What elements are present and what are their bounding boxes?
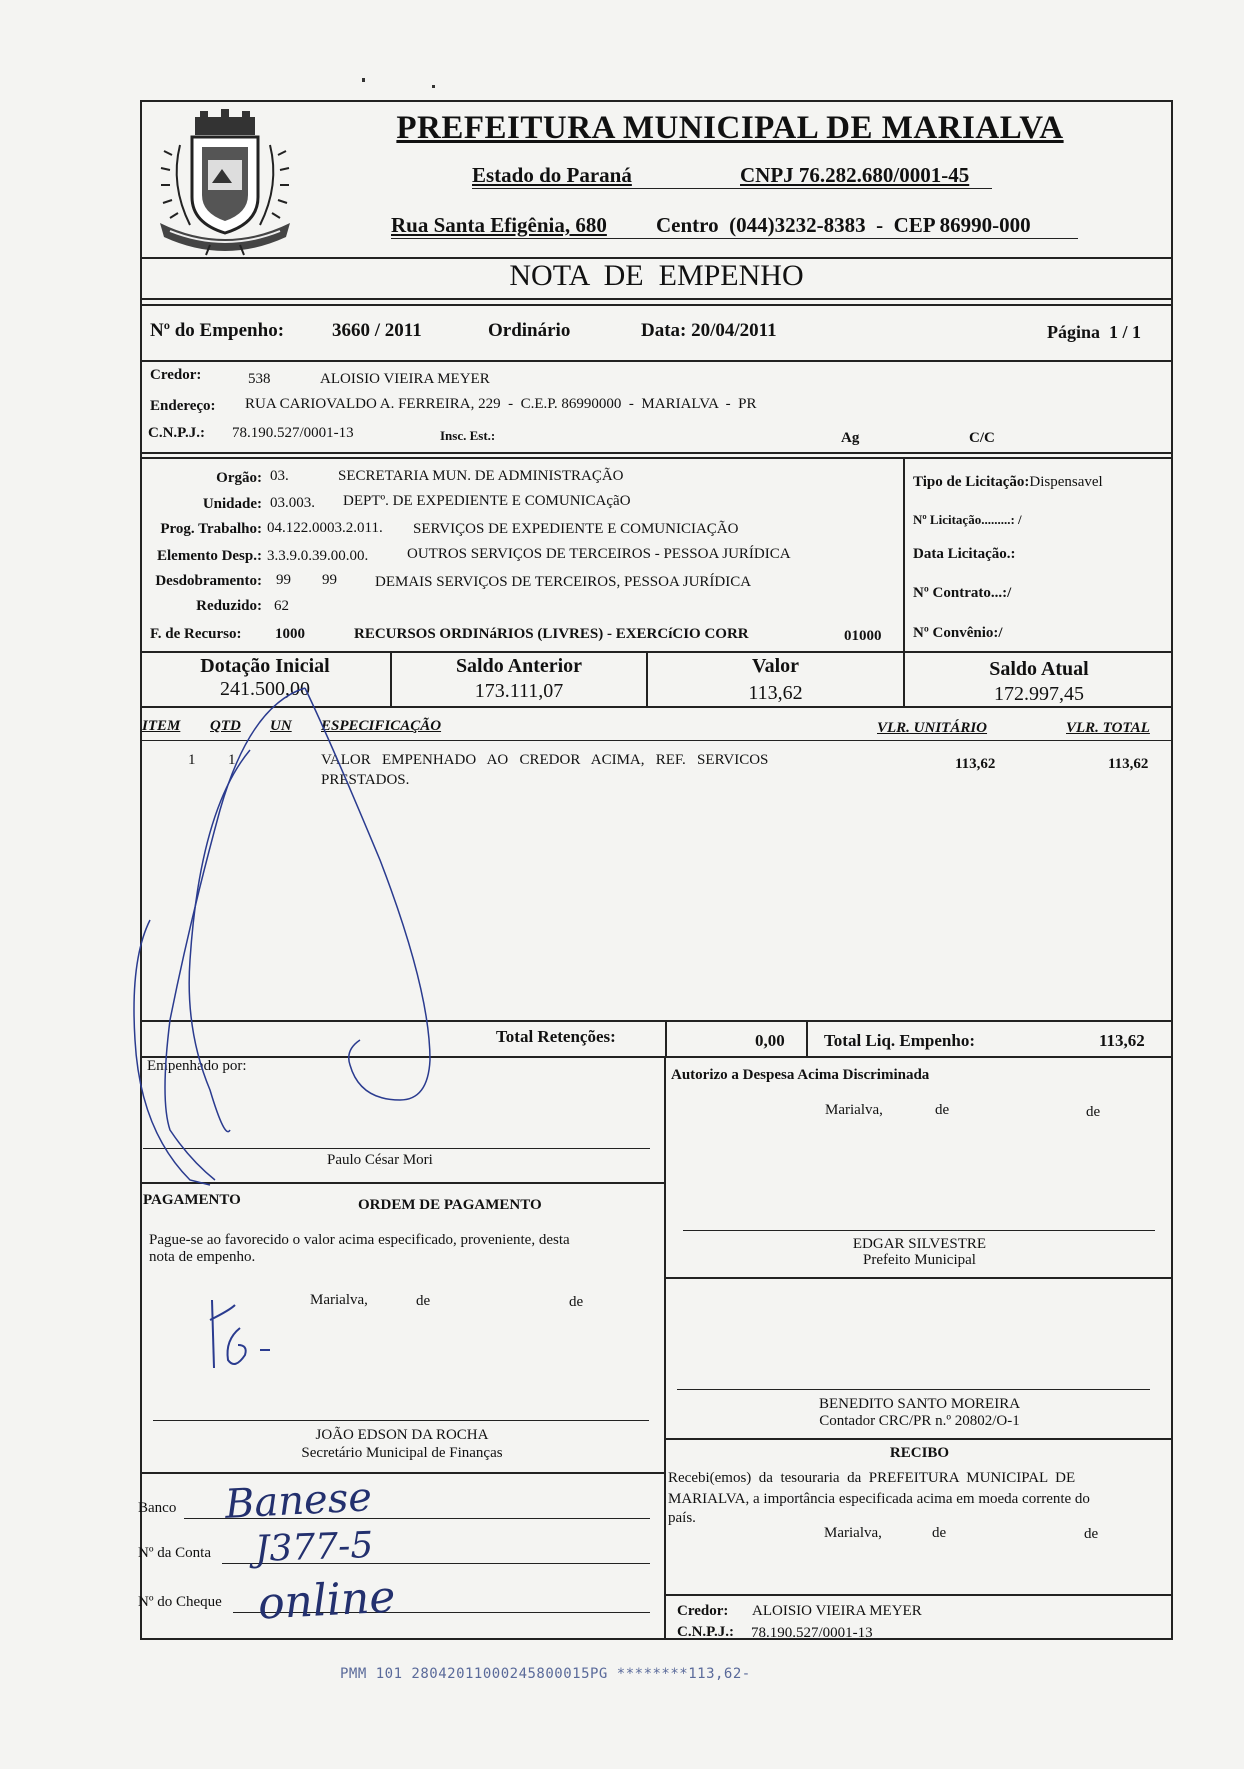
pagamento-de-1: de bbox=[416, 1293, 431, 1309]
recibo-place: Marialva, bbox=[824, 1525, 882, 1541]
orgao-code: 03. bbox=[270, 468, 289, 484]
recibo-credor-label: Credor: bbox=[677, 1603, 729, 1619]
reduzido-label: Reduzido: bbox=[196, 598, 262, 614]
item-unit-value: 113,62 bbox=[955, 756, 996, 772]
recibo-label: RECIBO bbox=[889, 1445, 950, 1461]
cnpj-label: CNPJ 76.282.680/0001-45 bbox=[740, 163, 970, 187]
empenho-number-label: Nº do Empenho: bbox=[150, 320, 285, 341]
cc-label: C/C bbox=[969, 430, 995, 446]
total-liquido-label: Total Liq. Empenho: bbox=[824, 1031, 975, 1050]
licitacao-number: Nº Licitação.........: / bbox=[913, 512, 1022, 527]
convenio-number: Nº Convênio:/ bbox=[913, 625, 1003, 641]
orgao-name: SECRETARIA MUN. DE ADMINISTRAÇÃO bbox=[338, 468, 624, 484]
footer-stamp: PMM 101 28042011000245800015PG ********113,62- bbox=[340, 1666, 751, 1682]
desdobramento-name: DEMAIS SERVIÇOS DE TERCEIROS, PESSOA JURÍDICA bbox=[375, 574, 752, 590]
banco-handwriting: Banese bbox=[223, 1474, 373, 1528]
divider bbox=[806, 1020, 808, 1056]
divider bbox=[664, 1438, 1173, 1440]
tipo-licitacao-text: Tipo de Licitação: bbox=[913, 474, 1030, 490]
tipo-licitacao-label bbox=[913, 474, 1103, 491]
recibo-text-1: Recebi(emos) da tesouraria da PREFEITURA MUNICIPAL DE bbox=[668, 1470, 1076, 1486]
autorizo-place: Marialva, bbox=[825, 1102, 883, 1118]
tipo-licitacao-value: Dispensavel bbox=[1029, 474, 1103, 490]
divider bbox=[665, 1020, 667, 1056]
valor-label: Valor bbox=[751, 655, 800, 677]
signature-line bbox=[683, 1230, 1155, 1231]
qtd-column-header: QTD bbox=[210, 718, 241, 734]
empenho-date: Data: 20/04/2011 bbox=[641, 320, 777, 341]
recibo-text-3: país. bbox=[668, 1510, 696, 1526]
divider bbox=[664, 1594, 1173, 1596]
retencoes-value: 0,00 bbox=[755, 1031, 785, 1050]
saldo-anterior-label: Saldo Anterior bbox=[455, 655, 583, 677]
recibo-text-2: MARIALVA, a importância especificada acima em moeda corrente do bbox=[668, 1491, 1090, 1507]
orgao-label: Orgão: bbox=[216, 470, 262, 486]
ordem-pagamento-label: ORDEM DE PAGAMENTO bbox=[358, 1197, 542, 1213]
banco-label: Banco bbox=[138, 1500, 177, 1516]
recurso-name: RECURSOS ORDINáRIOS (LIVRES) - EXERCíCIO CORR bbox=[354, 626, 749, 642]
divider bbox=[664, 1056, 666, 1640]
contador-name: BENEDITO SANTO MOREIRA bbox=[818, 1396, 1021, 1412]
conta-handwriting: J377-5 bbox=[254, 1524, 374, 1571]
elemento-name: OUTROS SERVIÇOS DE TERCEIROS - PESSOA JURÍDICA bbox=[407, 546, 791, 562]
prog-trabalho-code: 04.122.0003.2.011. bbox=[267, 520, 383, 536]
autorizo-de-2: de bbox=[1086, 1104, 1101, 1120]
prog-trabalho-label: Prog. Trabalho: bbox=[160, 521, 262, 537]
pagamento-place: Marialva, bbox=[310, 1292, 368, 1308]
divider bbox=[140, 457, 1173, 459]
desdobramento-code-2: 99 bbox=[322, 572, 337, 588]
desdobramento-code: 99 bbox=[276, 572, 291, 588]
dotacao-label: Dotação Inicial bbox=[200, 655, 330, 677]
coat-of-arms-icon bbox=[150, 105, 300, 260]
total-value-column-header: VLR. TOTAL bbox=[1066, 720, 1150, 736]
address-label: Rua Santa Efigênia, 680 bbox=[391, 213, 607, 237]
contrato-number: Nº Contrato...:/ bbox=[913, 585, 1012, 601]
credor-name: ALOISIO VIEIRA MEYER bbox=[320, 371, 490, 387]
page-number: Página 1 / 1 bbox=[1047, 322, 1142, 342]
item-column-header: ITEM bbox=[142, 718, 181, 734]
recibo-cnpj-value: 78.190.527/0001-13 bbox=[751, 1625, 873, 1641]
insc-est-label: Insc. Est.: bbox=[440, 428, 496, 443]
item-number: 1 bbox=[188, 752, 196, 768]
saldo-atual-label: Saldo Atual bbox=[989, 658, 1089, 680]
total-liquido-value: 113,62 bbox=[1099, 1031, 1145, 1050]
cheque-handwriting: online bbox=[256, 1571, 397, 1630]
pagamento-de-2: de bbox=[569, 1294, 584, 1310]
divider bbox=[664, 1277, 1173, 1279]
address-contact: Centro (044)3232-8383 - CEP 86990-000 bbox=[656, 213, 1031, 237]
secretario-name: JOÃO EDSON DA ROCHA bbox=[315, 1427, 489, 1443]
divider bbox=[140, 360, 1173, 362]
saldo-atual-value: 172.997,45 bbox=[994, 683, 1084, 705]
valor-value: 113,62 bbox=[748, 682, 803, 704]
pagamento-text-2: nota de empenho. bbox=[149, 1249, 256, 1265]
item-spec: VALOR EMPENHADO AO CREDOR ACIMA, REF. SERVICOS bbox=[321, 752, 769, 768]
recurso-label: F. de Recurso: bbox=[150, 626, 242, 642]
credor-label: Credor: bbox=[150, 367, 202, 383]
recurso-code-2: 01000 bbox=[844, 628, 882, 644]
desdobramento-label: Desdobramento: bbox=[155, 573, 262, 589]
divider bbox=[140, 304, 1173, 306]
saldo-anterior-value: 173.111,07 bbox=[474, 680, 564, 702]
cheque-label: Nº do Cheque bbox=[138, 1594, 222, 1610]
empenhado-por-name: Paulo César Mori bbox=[327, 1152, 433, 1168]
recibo-credor-name: ALOISIO VIEIRA MEYER bbox=[752, 1603, 922, 1619]
conta-label: Nº da Conta bbox=[138, 1545, 211, 1561]
recibo-de-2: de bbox=[1084, 1526, 1099, 1542]
dotacao-value: 241.500,00 bbox=[220, 678, 310, 700]
cnpj-field-label: C.N.P.J.: bbox=[148, 425, 205, 441]
credor-code: 538 bbox=[248, 371, 271, 387]
autorizo-label: Autorizo a Despesa Acima Discriminada bbox=[671, 1067, 930, 1083]
signature-line bbox=[153, 1420, 649, 1421]
page-title: PREFEITURA MUNICIPAL DE MARIALVA bbox=[396, 110, 1064, 146]
underline bbox=[391, 238, 1078, 239]
empenhado-por-label: Empenhado por: bbox=[147, 1058, 247, 1074]
state-label: Estado do Paraná bbox=[472, 163, 632, 187]
item-qtd: 1 bbox=[228, 752, 236, 768]
divider bbox=[903, 459, 905, 651]
divider bbox=[140, 1472, 664, 1474]
unit-value-column-header: VLR. UNITÁRIO bbox=[877, 720, 988, 736]
recibo-de-1: de bbox=[932, 1525, 947, 1541]
prefeito-name: EDGAR SILVESTRE bbox=[852, 1236, 987, 1252]
un-column-header: UN bbox=[270, 718, 292, 734]
credor-address: RUA CARIOVALDO A. FERREIRA, 229 - C.E.P. 86990000 - MARIALVA - PR bbox=[245, 396, 757, 412]
recibo-cnpj-label: C.N.P.J.: bbox=[677, 1624, 734, 1640]
divider bbox=[140, 651, 1173, 653]
address-field-label: Endereço: bbox=[150, 398, 216, 414]
reduzido-code: 62 bbox=[274, 598, 289, 614]
unidade-name: DEPTº. DE EXPEDIENTE E COMUNICAçãO bbox=[343, 493, 631, 509]
initials-scribble bbox=[200, 1290, 290, 1380]
credor-cnpj: 78.190.527/0001-13 bbox=[232, 425, 354, 441]
pagamento-label: PAGAMENTO bbox=[143, 1192, 241, 1208]
unidade-label: Unidade: bbox=[202, 496, 262, 512]
document-title: NOTA DE EMPENHO bbox=[509, 259, 804, 292]
spec-column-header: ESPECIFICAÇÃO bbox=[321, 718, 442, 734]
autorizo-de-1: de bbox=[935, 1102, 950, 1118]
item-spec-2: PRESTADOS. bbox=[321, 772, 410, 788]
recurso-code: 1000 bbox=[275, 626, 305, 642]
scan-speck bbox=[432, 85, 435, 88]
prefeito-role: Prefeito Municipal bbox=[863, 1252, 976, 1268]
empenho-number: 3660 / 2011 bbox=[332, 320, 422, 341]
signature-scribble bbox=[130, 660, 470, 1190]
retencoes-label: Total Retenções: bbox=[496, 1027, 616, 1046]
underline bbox=[472, 188, 992, 189]
elemento-code: 3.3.9.0.39.00.00. bbox=[267, 548, 369, 564]
pagamento-text-1: Pague-se ao favorecido o valor acima especificado, proveniente, desta bbox=[149, 1232, 570, 1248]
scan-speck bbox=[362, 78, 365, 82]
empenho-type: Ordinário bbox=[488, 320, 571, 341]
contador-role: Contador CRC/PR n.º 20802/O-1 bbox=[819, 1413, 1020, 1429]
secretario-role: Secretário Municipal de Finanças bbox=[301, 1445, 503, 1461]
item-total-value: 113,62 bbox=[1108, 756, 1149, 772]
unidade-code: 03.003. bbox=[270, 495, 315, 511]
divider bbox=[140, 298, 1173, 300]
licitacao-date: Data Licitação.: bbox=[913, 546, 1016, 562]
divider bbox=[140, 452, 1173, 454]
signature-line bbox=[677, 1389, 1150, 1390]
prog-trabalho-name: SERVIÇOS DE EXPEDIENTE E COMUNICIAÇÃO bbox=[413, 521, 739, 537]
ag-label: Ag bbox=[841, 430, 860, 446]
elemento-label: Elemento Desp.: bbox=[157, 548, 262, 564]
